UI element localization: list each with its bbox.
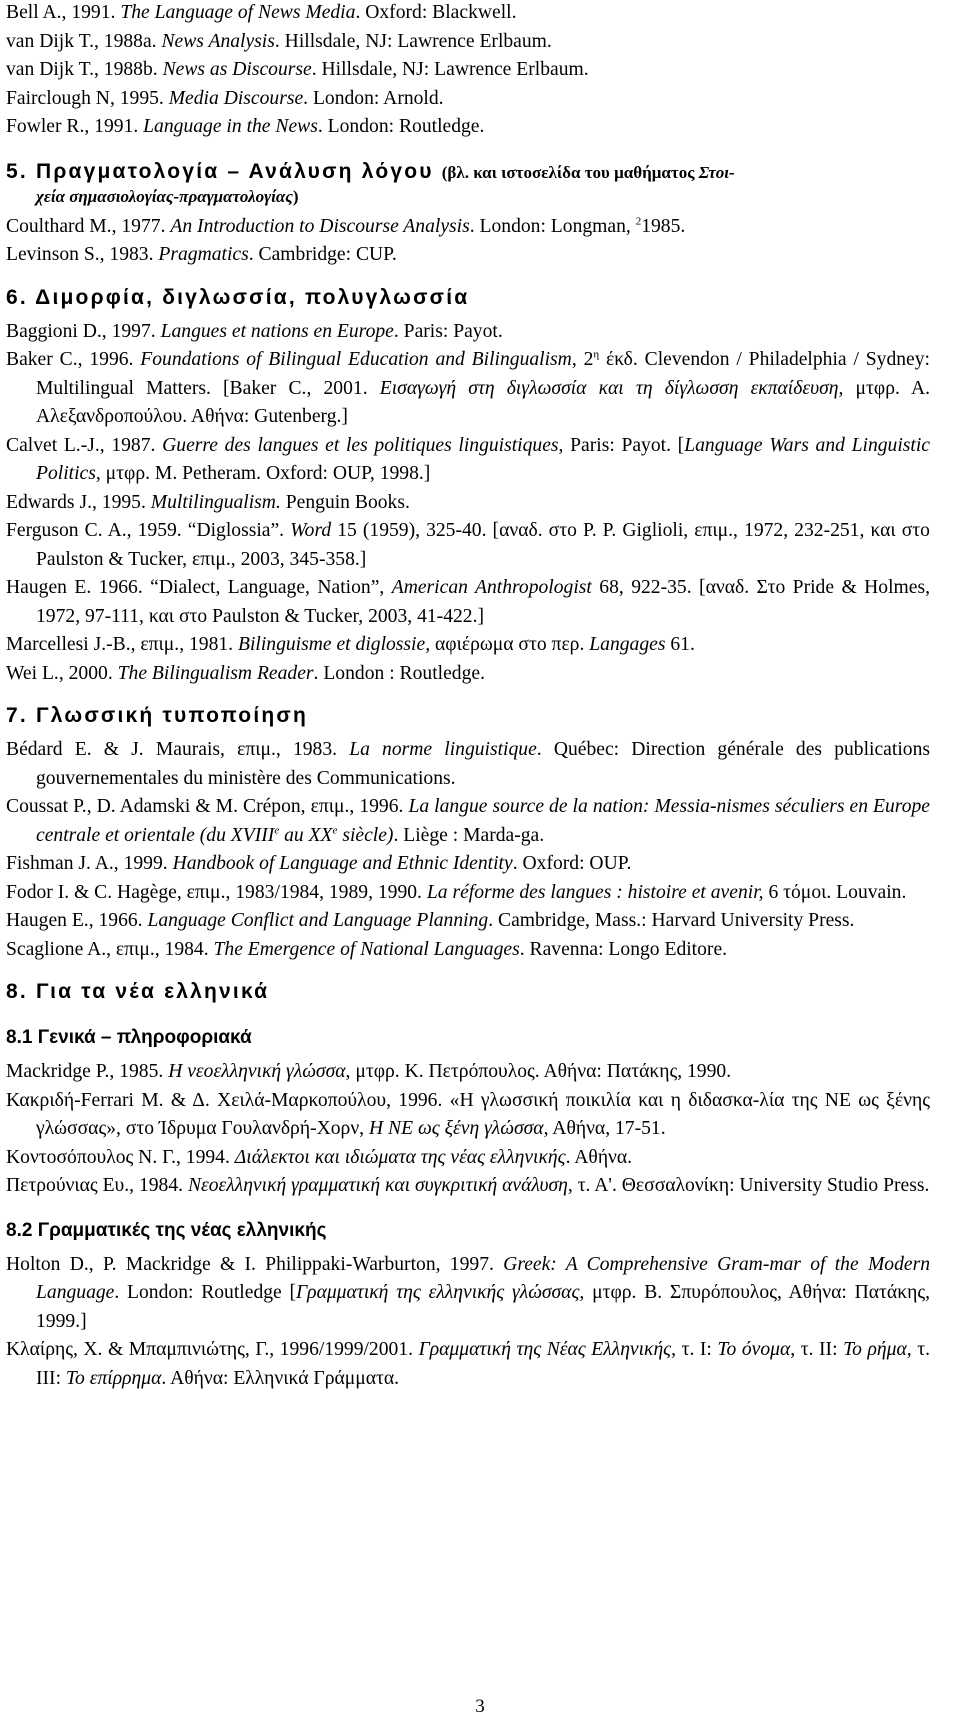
reference-entry: Fowler R., 1991. Language in the News. London: Routledge. <box>6 116 485 137</box>
reference-entry: Levinson S., 1983. Pragmatics. Cambridge: CUP. <box>6 244 397 265</box>
reference-entry: Haugen E., 1966. Language Conflict and Language Planning. Cambridge, Mass.: Harvard University Press. <box>6 910 855 931</box>
section-8 <box>6 978 930 1393</box>
reference-entry: Mackridge P., 1985. Η νεοελληνική γλώσσα, μτφρ. Κ. Πετρόπουλος. Αθήνα: Πατάκης, 1990. <box>6 1061 732 1082</box>
subsection-8-2 <box>6 1217 930 1394</box>
reference-entry: Κοντοσόπουλος Ν. Γ., 1994. Διάλεκτοι και ιδιώματα της νέας ελληνικής. Αθήνα. <box>6 1146 633 1168</box>
section-7 <box>6 702 930 964</box>
reference-entry: Πετρούνιας Ευ., 1984. Νεοελληνική γραμματική και συγκριτική ανάλυση, τ. Α'. Θεσσαλονίκη: University Studio Press. <box>6 1175 930 1196</box>
reference-entry: Bell A., 1991. The Language of News Media. Oxford: Blackwell. <box>6 2 517 23</box>
reference-entry: van Dijk T., 1988a. News Analysis. Hillsdale, NJ: Lawrence Erlbaum. <box>6 30 552 52</box>
reference-entry: Κακριδή-Ferrari Μ. & Δ. Χειλά-Μαρκοπούλου, 1996. «Η γλωσσική ποικιλία και η διδασκα-λία της ΝΕ ως ξένης γλώσσας», στο Ίδρυμα Γουλανδρή-Χορν, Η ΝΕ ως ξένη γλώσσα, Αθήνα, 17-51. <box>6 1089 930 1139</box>
subsection-heading: 8.1 Γενικά – πληροφοριακά <box>6 1027 252 1048</box>
reference-entry: Holton D., P. Mackridge & I. Philippaki-Warburton, 1997. Greek: A Comprehensive Gram-mar of the Modern Language. London: Routledge [Γραμματική της ελληνικής γλώσσας, μτφρ. Β. Σπυρόπουλος, Αθήνα: Πατάκης, 1999.] <box>6 1253 930 1332</box>
section-heading: 6. Διμορφία, διγλωσσία, πολυγλωσσία <box>6 285 470 309</box>
reference-entry: Scaglione A., επιμ., 1984. The Emergence of National Languages. Ravenna: Longo Editore. <box>6 938 728 960</box>
reference-entry: Calvet L.-J., 1987. Guerre des langues et les politiques linguistiques, Paris: Payot. [Language Wars and Linguistic Politics, μτφρ. M. Petheram. Oxford: OUP, 1998.] <box>6 434 930 484</box>
reference-entry: Haugen E. 1966. “Dialect, Language, Nation”, American Anthropologist 68, 922-35. [αναδ. Στο Pride & Holmes, 1972, 97-111, και στο Paulston & Tucker, 2003, 41-422.] <box>6 577 930 627</box>
section-5 <box>6 158 930 270</box>
reference-entry: van Dijk T., 1988b. News as Discourse. Hillsdale, NJ: Lawrence Erlbaum. <box>6 59 589 80</box>
reference-entry: Bédard E. & J. Maurais, επιμ., 1983. La norme linguistique. Québec: Direction générale des publications gouvernementales du ministère des Communications. <box>6 739 930 789</box>
reference-entry: Fairclough N, 1995. Media Discourse. London: Arnold. <box>6 87 444 109</box>
section-note: (βλ. και ιστοσελίδα του μαθήματος Στοι- <box>441 162 735 182</box>
reference-entry: Marcellesi J.-B., επιμ., 1981. Bilinguisme et diglossie, αφιέρωμα στο περ. Langages 61. <box>6 634 695 655</box>
subsection-heading: 8.2 Γραμματικές της νέας ελληνικής <box>6 1219 327 1241</box>
reference-entry: Baker C., 1996. Foundations of Bilingual Education and Bilingualism, $2^\eta$ έκδ. Clevendon / Philadelphia / Sydney: Multilingual Matters. [Baker C., 2001. Εισαγωγή στη διγλωσσία και τη δίγλωσση εκπαίδευση, μτφρ. Α. Αλεξανδροπούλου. Αθήνα: Gutenberg.] <box>6 348 930 427</box>
reference-entry: Ferguson C. A., 1959. “Diglossia”. Word 15 (1959), 325-40. [αναδ. στο P. P. Giglioli, επιμ., 1972, 232-251, και στο Paulston & Tucker, επιμ., 2003, 345-358.] <box>6 520 930 570</box>
section-heading: 8. Για τα νέα ελληνικά <box>6 980 270 1003</box>
section-note-continued: χεία σημασιολογίας-πραγματολογίας) <box>36 186 299 206</box>
reference-entry: Edwards J., 1995. Multilingualism. Penguin Books. <box>6 491 410 513</box>
bibliography <box>6 0 930 1393</box>
reference-entry: Coussat P., D. Adamski & M. Crépon, επιμ., 1996. La langue source de la nation: Messia-nismes séculiers en Europe centrale et orientale (du XVIIIe au XXe siècle). Liège : Marda-ga. <box>6 796 930 846</box>
top-references <box>6 0 930 142</box>
section-6 <box>6 284 930 689</box>
page-number: 3 <box>475 1696 485 1717</box>
reference-entry: Fodor I. & C. Hagège, επιμ., 1983/1984, 1989, 1990. La réforme des langues : histoire et avenir, 6 τόμοι. Louvain. <box>6 881 907 903</box>
section-heading: 7. Γλωσσική τυποποίηση <box>6 704 308 727</box>
reference-entry: Baggioni D., 1997. Langues et nations en Europe. Paris: Payot. <box>6 320 503 342</box>
subsection-8-1 <box>6 1024 930 1201</box>
reference-entry: Wei L., 2000. The Bilingualism Reader. London : Routledge. <box>6 662 485 684</box>
section-heading: 5. Πραγματολογία – Ανάλυση λόγου (βλ. και ιστοσελίδα του μαθήματος Στοι- <box>6 159 735 183</box>
reference-entry: Fishman J. A., 1999. Handbook of Language and Ethnic Identity. Oxford: OUP. <box>6 853 632 874</box>
reference-entry: Coulthard M., 1977. An Introduction to Discourse Analysis. London: Longman, $^2$1985. <box>6 214 686 237</box>
reference-entry: Κλαίρης, Χ. & Μπαμπινιώτης, Γ., 1996/1999/2001. Γραμματική της Νέας Ελληνικής, τ. Ι: Το όνομα, τ. ΙΙ: Το ρήμα, τ. ΙΙΙ: Το επίρρημα. Αθήνα: Ελληνικά Γράμματα. <box>6 1339 930 1389</box>
